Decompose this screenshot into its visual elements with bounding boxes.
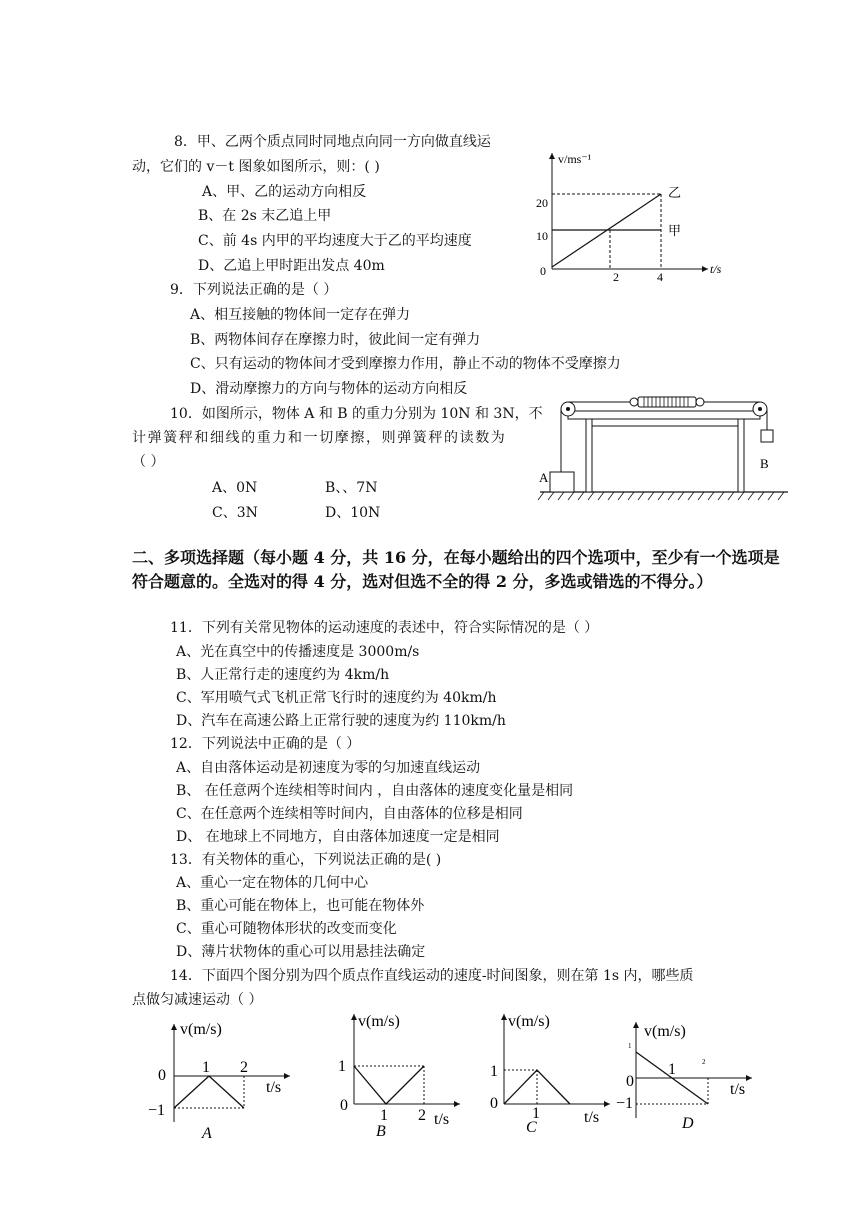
q12-option-c: C、在任意两个连续相等时间内，自由落体的位移是相同 [176,806,523,822]
svg-text:1: 1 [338,1058,346,1075]
q8-vt-graph [530,145,730,285]
q13-option-c: C、重心可随物体形状的改变而变化 [176,921,397,937]
q14-stem-line1: 14．下面四个图分别为四个质点作直线运动的速度-时间图象，则在第 1s 内，哪些质 [170,968,694,984]
q8-label-jia: 甲 [668,223,682,238]
svg-text:1: 1 [202,1059,210,1076]
q14-stem-line2: 点做匀减速运动（ ） [132,992,263,1008]
svg-text:v(m/s): v(m/s) [508,1013,550,1030]
svg-text:1: 1 [490,1063,498,1080]
q10-option-b: B、、7N [325,480,378,496]
q10-spring-scale [630,397,704,407]
svg-text:0: 0 [340,1097,348,1114]
svg-text:t/s: t/s [266,1079,282,1096]
q12-option-a: A、自由落体运动是初速度为零的匀加速直线运动 [176,760,481,776]
q8-xlabel: t/s [710,262,722,276]
svg-text:1: 1 [532,1105,540,1122]
svg-text:D: D [682,1115,694,1132]
q10-option-d: D、10N [325,505,381,521]
q8-ylabel: v/ms⁻¹ [558,152,592,166]
q8-option-b: B、在 2s 末乙追上甲 [198,208,332,224]
svg-text:−1: −1 [616,1095,634,1112]
q14-graph-a [140,1012,300,1142]
q10-label-b: B [760,456,769,471]
q13-option-a: A、重心一定在物体的几何中心 [176,875,369,891]
q10-table-leg-right [738,419,744,492]
q10-table-top [568,411,760,419]
q12-option-b: B、 在任意两个连续相等时间内 ，自由落体的速度变化量是相同 [176,783,574,799]
svg-text:A: A [202,1125,212,1142]
svg-text:1: 1 [628,1042,632,1050]
q10-block-a [550,472,574,492]
q13-stem: 13．有关物体的重心，下列说法正确的是( ) [170,852,442,868]
q8-tick-10: 10 [536,229,548,243]
q14-a-line [174,1076,244,1108]
q9-stem: 9．下列说法正确的是（ ） [170,282,338,298]
q8-stem-line1: 8．甲、乙两个质点同时同地点向同一方向做直线运 [174,134,491,150]
q9-option-a: A、相互接触的物体间一定存在弹力 [190,307,411,323]
svg-text:0: 0 [626,1073,634,1090]
svg-text:B: B [376,1123,386,1140]
q10-stem-line3: （ ） [132,454,165,470]
q13-option-d: D、薄片状物体的重心可以用悬挂法确定 [176,944,426,960]
svg-text:v(m/s): v(m/s) [358,1013,400,1030]
q10-option-a: A、0N [212,480,258,496]
q10-stem-line2: 计弹簧秤和细线的重力和一切摩擦，则弹簧秤的读数为 [132,430,507,446]
q10-stem-line1: 10．如图所示，物体 A 和 B 的重力分别为 10N 和 3N，不 [170,406,543,422]
q12-option-d: D、 在地球上不同地方，自由落体加速度一定是相同 [176,829,500,845]
q8-label-yi: 乙 [668,185,682,200]
q14-graph-d [612,1016,762,1136]
q14-b-line [354,1066,424,1104]
svg-text:t/s: t/s [730,1081,746,1098]
q9-option-d: D、滑动摩擦力的方向与物体的运动方向相反 [190,381,468,397]
q10-table-figure [530,388,794,504]
svg-text:v(m/s): v(m/s) [644,1023,686,1040]
q8-tick-4: 4 [657,270,663,284]
q8-tick-2: 2 [613,270,619,284]
svg-text:0: 0 [490,1095,498,1112]
q10-option-c: C、3N [212,505,258,521]
svg-text:−1: −1 [148,1102,166,1119]
section2-heading: 二、多项选择题（每小题 4 分，共 16 分，在每小题给出的四个选项中，至少有一个选项是符合题意的。全选对的得 4 分，选对但选不全的得 2 分，多选或错选的不得分。） [132,548,780,591]
svg-text:1: 1 [668,1061,676,1078]
q11-option-c: C、军用喷气式飞机正常飞行时的速度约为 40km/h [176,690,497,706]
svg-text:t/s: t/s [434,1111,450,1128]
q8-option-d: D、乙追上甲时距出发点 40m [198,258,385,274]
q9-option-c: C、只有运动的物体间才受到摩擦力作用，静止不动的物体不受摩擦力 [190,356,621,372]
q8-origin: 0 [540,264,546,278]
q10-label-a: A [539,470,549,485]
q10-table-leg-left [586,419,592,492]
q11-stem: 11．下列有关常见物体的运动速度的表述中，符合实际情况的是（ ） [170,620,599,636]
q9-option-b: B、两物体间存在摩擦力时，彼此间一定有弹力 [190,332,481,348]
svg-text:v(m/s): v(m/s) [180,1021,222,1038]
q11-option-d: D、汽车在高速公路上正常行驶的速度为约 110km/h [176,713,506,729]
svg-text:2: 2 [418,1107,426,1124]
svg-text:t/s: t/s [584,1109,600,1126]
q12-stem: 12．下列说法中正确的是（ ） [170,736,361,752]
svg-text:1: 1 [380,1107,388,1124]
q8-stem-line2: 动，它们的 v－t 图象如图所示，则：( ) [132,159,380,175]
q11-option-b: B、人正常行走的速度约为 4km/h [176,667,390,683]
q10-block-b [761,430,773,442]
svg-text:C: C [526,1119,537,1136]
svg-text:0: 0 [158,1067,166,1084]
svg-text:2: 2 [702,1058,706,1066]
q14-graph-c [482,1008,622,1142]
q13-option-b: B、重心可能在物体上，也可能在物体外 [176,898,425,914]
q8-option-a: A、甲、乙的运动方向相反 [202,184,367,200]
q8-tick-20: 20 [536,196,548,210]
q10-ground-hatch [538,492,784,500]
q14-graph-b [330,1008,470,1142]
svg-text:2: 2 [240,1059,248,1076]
q8-option-c: C、前 4s 内甲的平均速度大于乙的平均速度 [198,233,472,249]
q11-option-a: A、光在真空中的传播速度是 3000m/s [176,644,420,660]
